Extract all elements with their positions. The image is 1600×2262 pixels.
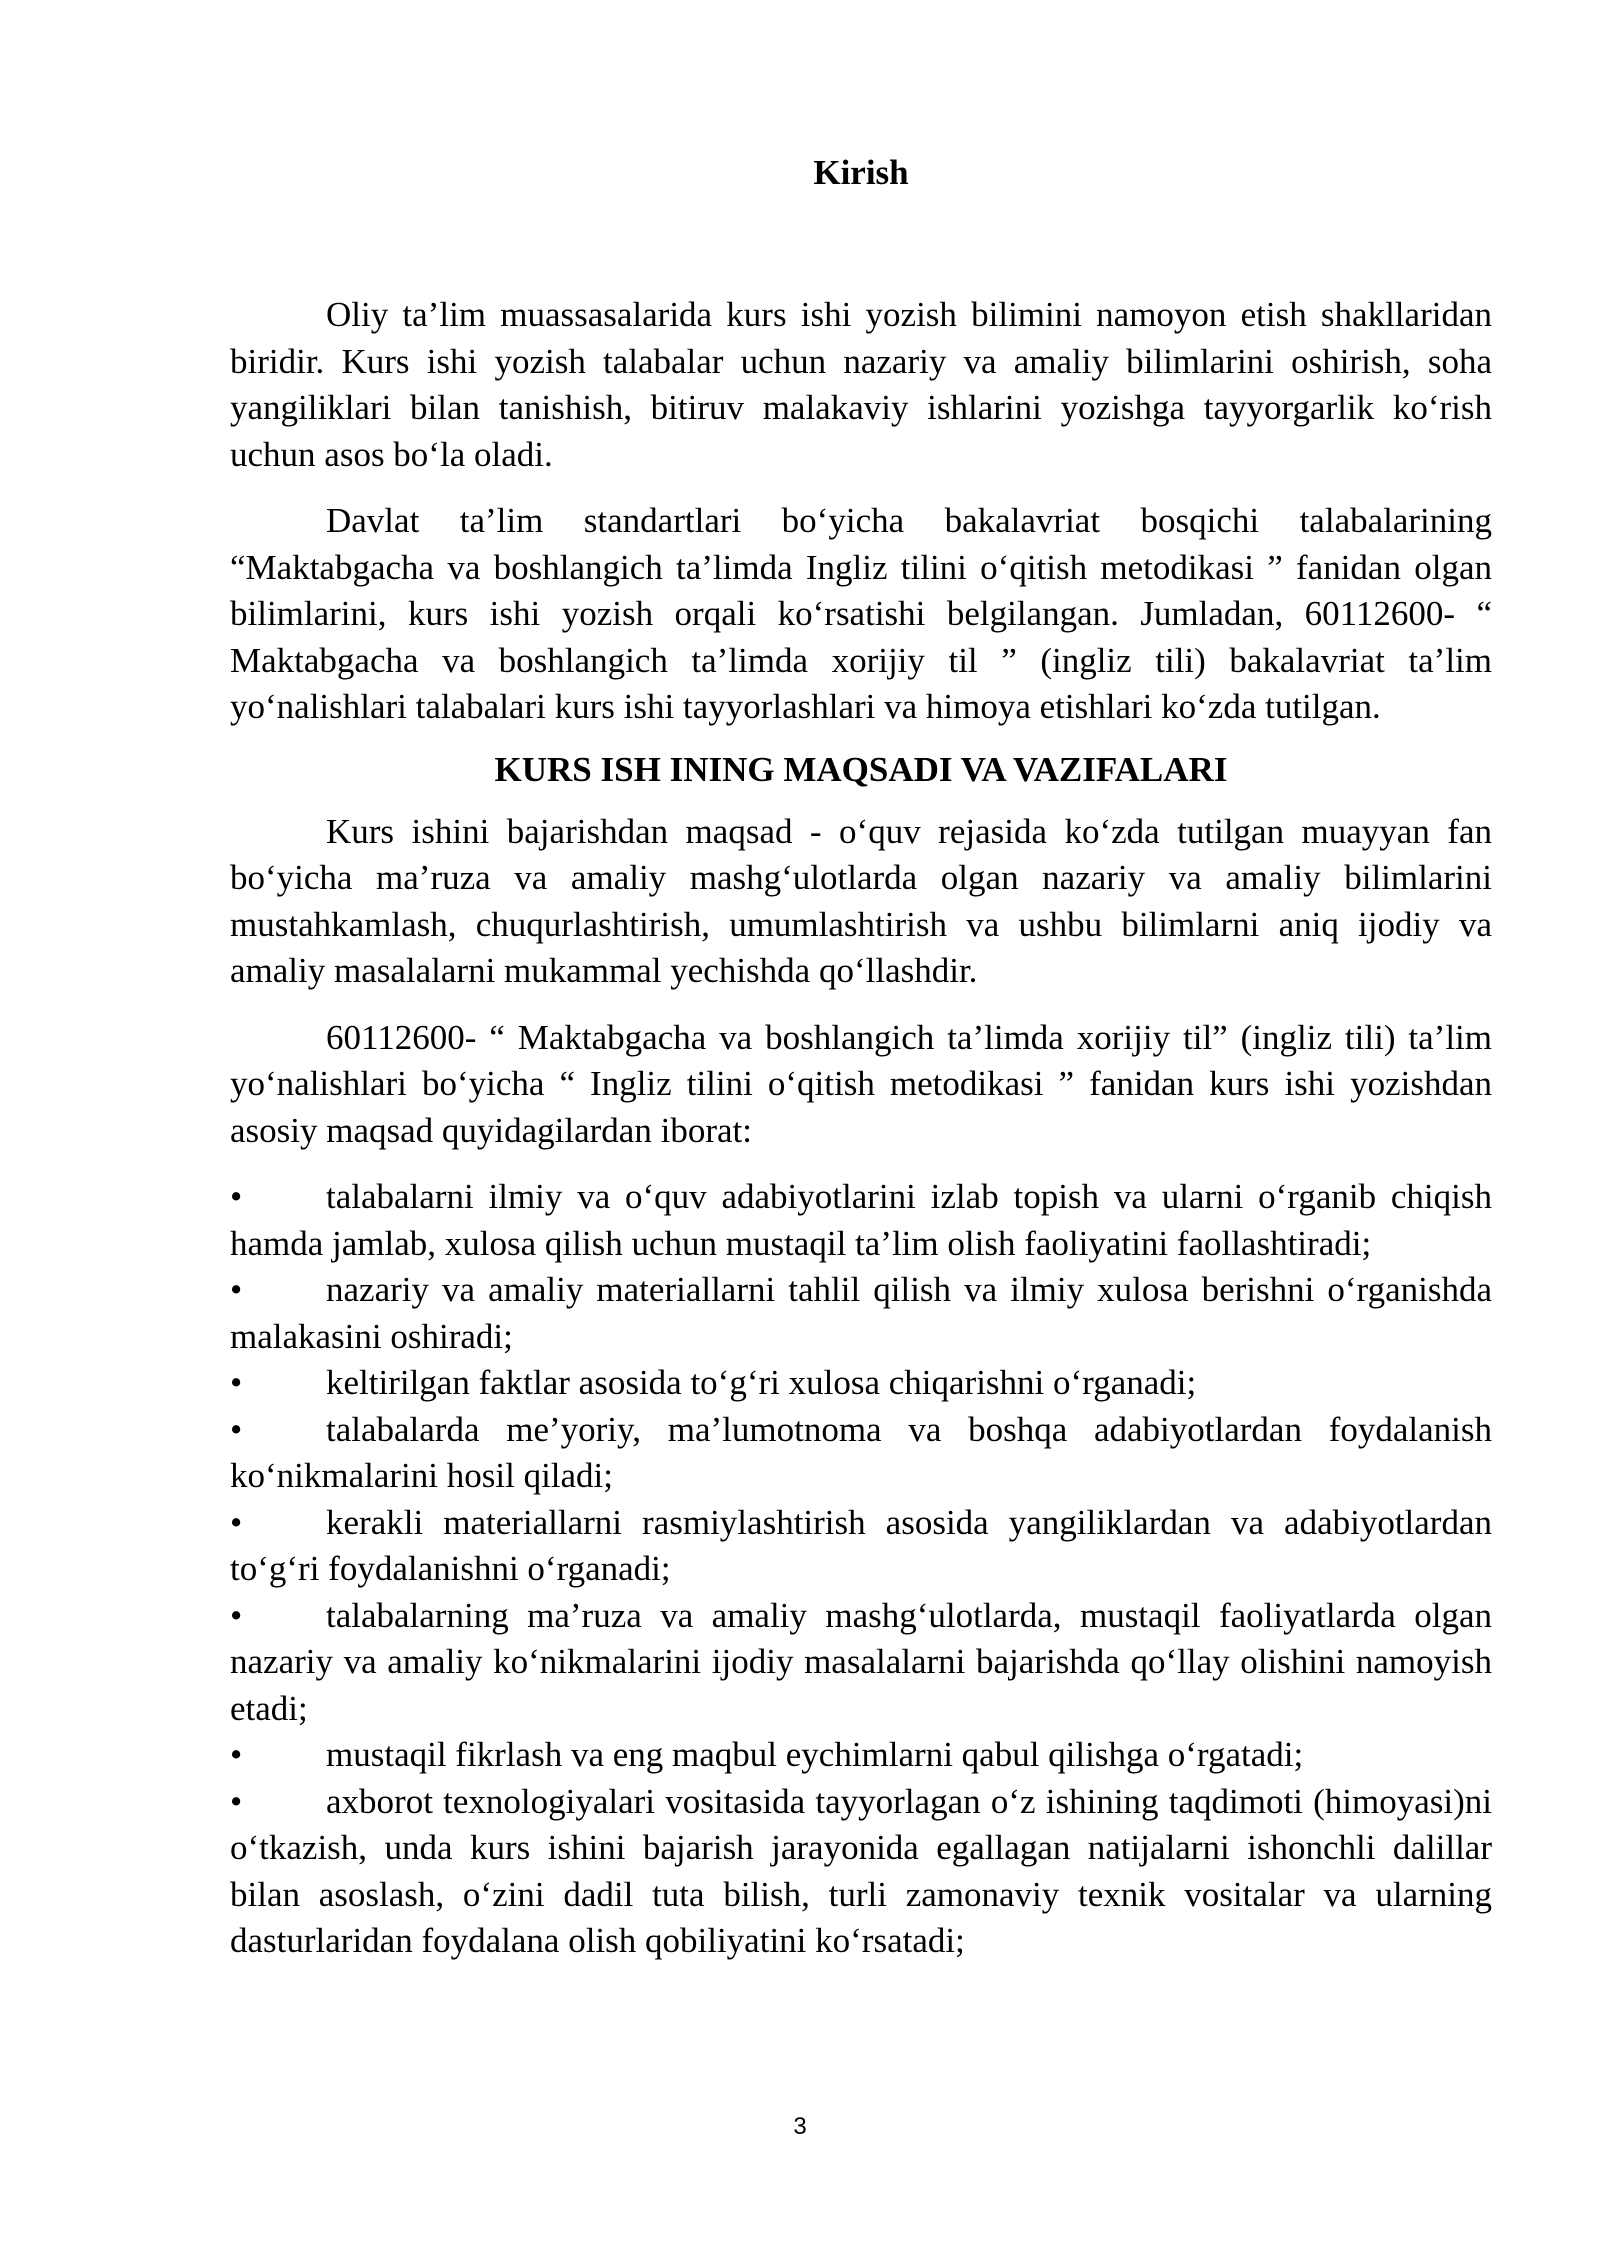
bullet-icon: •: [230, 1409, 243, 1449]
intro-paragraph: Oliy ta’lim muassasalarida kurs ishi yozish bilimini namoyon etish shakllaridan biridir. Kurs ishi yozish talabalar uchun nazariy va amaliy bilimlarini oshirish, soha yangiliklari bilan tanishish, bitiruv malakaviy ishlarini yozishga tayyorgarlik ko‘rish uchun asos bo‘la oladi.: [230, 295, 1492, 474]
bullet-icon: •: [230, 1781, 243, 1821]
list-item-text: mustaqil fikrlash va eng maqbul eychimlarni qabul qilishga o‘rgatadi;: [326, 1735, 1304, 1774]
list-item: [230, 1407, 1492, 1500]
list-item: [230, 1593, 1492, 1733]
bullet-icon: •: [230, 1735, 243, 1774]
list-item-text: nazariy va amaliy materiallarni tahlil qilish va ilmiy xulosa berishni o‘rganishda malakasini oshiradi;: [230, 1270, 1492, 1356]
bullet-icon: •: [230, 1363, 243, 1402]
list-item-text: talabalarda me’yoriy, ma’lumotnoma va boshqa adabiyotlardan foydalanish ko‘nikmalarini hosil qiladi;: [230, 1409, 1492, 1495]
list-item: [230, 1360, 1492, 1407]
bullet-icon: •: [230, 1595, 243, 1635]
list-item-text: talabalarni ilmiy va o‘quv adabiyotlarini izlab topish va ularni o‘rganib chiqish hamda jamlab, xulosa qilish uchun mustaqil ta’lim olish faoliyatini faollashtiradi;: [230, 1177, 1492, 1263]
intro-paragraph: Davlat ta’lim standartlari bo‘yicha bakalavriat bosqichi talabalarining “Maktabgacha va boshlangich ta’limda Ingliz tilini o‘qitish metodikasi ” fanidan olgan bilimlarini, kurs ishi yozish orqali ko‘rsatishi belgilangan. Jumladan, 60112600- “ Maktabgacha va boshlangich ta’limda xorijiy til ” (ingliz tili) bakalavriat ta’lim yo‘nalishlari talabalari kurs ishi tayyorlashlari va himoya etishlari ko‘zda tutilgan.: [230, 501, 1492, 726]
goals-list: [230, 1174, 1492, 1965]
list-item: [230, 1500, 1492, 1593]
list-item: [230, 1174, 1492, 1267]
list-item-text: talabalarning ma’ruza va amaliy mashg‘ulotlarda, mustaqil faoliyatlarda olgan nazariy va amaliy ko‘nikmalarini ijodiy masalalarni bajarishda qo‘llay olishini namoyish etadi;: [230, 1595, 1492, 1728]
list-item: [230, 1779, 1492, 1965]
section-paragraph: 60112600- “ Maktabgacha va boshlangich ta’limda xorijiy til” (ingliz tili) ta’lim yo‘nalishlari bo‘yicha “ Ingliz tilini o‘qitish metodikasi ” fanidan kurs ishi yozishdan asosiy maqsad quyidagilardan iborat:: [230, 1017, 1492, 1150]
page-title: Kirish: [813, 153, 909, 192]
bullet-icon: •: [230, 1177, 243, 1216]
list-item-text: kerakli materiallarni rasmiylashtirish asosida yangiliklardan va adabiyotlardan to‘g‘ri foydalanishni o‘rganadi;: [230, 1502, 1492, 1588]
list-item: [230, 1732, 1492, 1779]
bullet-icon: •: [230, 1502, 243, 1542]
page-number: 3: [793, 2113, 807, 2140]
section-paragraph: Kurs ishini bajarishdan maqsad - o‘quv rejasida ko‘zda tutilgan muayyan fan bo‘yicha ma’ruza va amaliy mashg‘ulotlarda olgan nazariy va amaliy bilimlarini mustahkamlash, chuqurlashtirish, umumlashtirish va ushbu bilimlarni aniq ijodiy va amaliy masalalarni mukammal yechishda qo‘llashdir.: [230, 811, 1492, 990]
bullet-icon: •: [230, 1270, 243, 1309]
section-heading: KURS ISH INING MAQSADI VA VAZIFALARI: [494, 749, 1228, 789]
list-item-text: keltirilgan faktlar asosida to‘g‘ri xulosa chiqarishni o‘rganadi;: [326, 1363, 1197, 1402]
list-item: [230, 1267, 1492, 1360]
list-item-text: axborot texnologiyalari vositasida tayyorlagan o‘z ishining taqdimoti (himoyasi)ni o‘tkazish, unda kurs ishini bajarish jarayonida egallagan natijalarni ishonchli dalillar bilan asoslash, o‘zini dadil tuta bilish, turli zamonaviy texnik vositalar va ularning dasturlaridan foydalana olish qobiliyatini ko‘rsatadi;: [230, 1781, 1492, 1960]
document-page: [230, 150, 1492, 1965]
